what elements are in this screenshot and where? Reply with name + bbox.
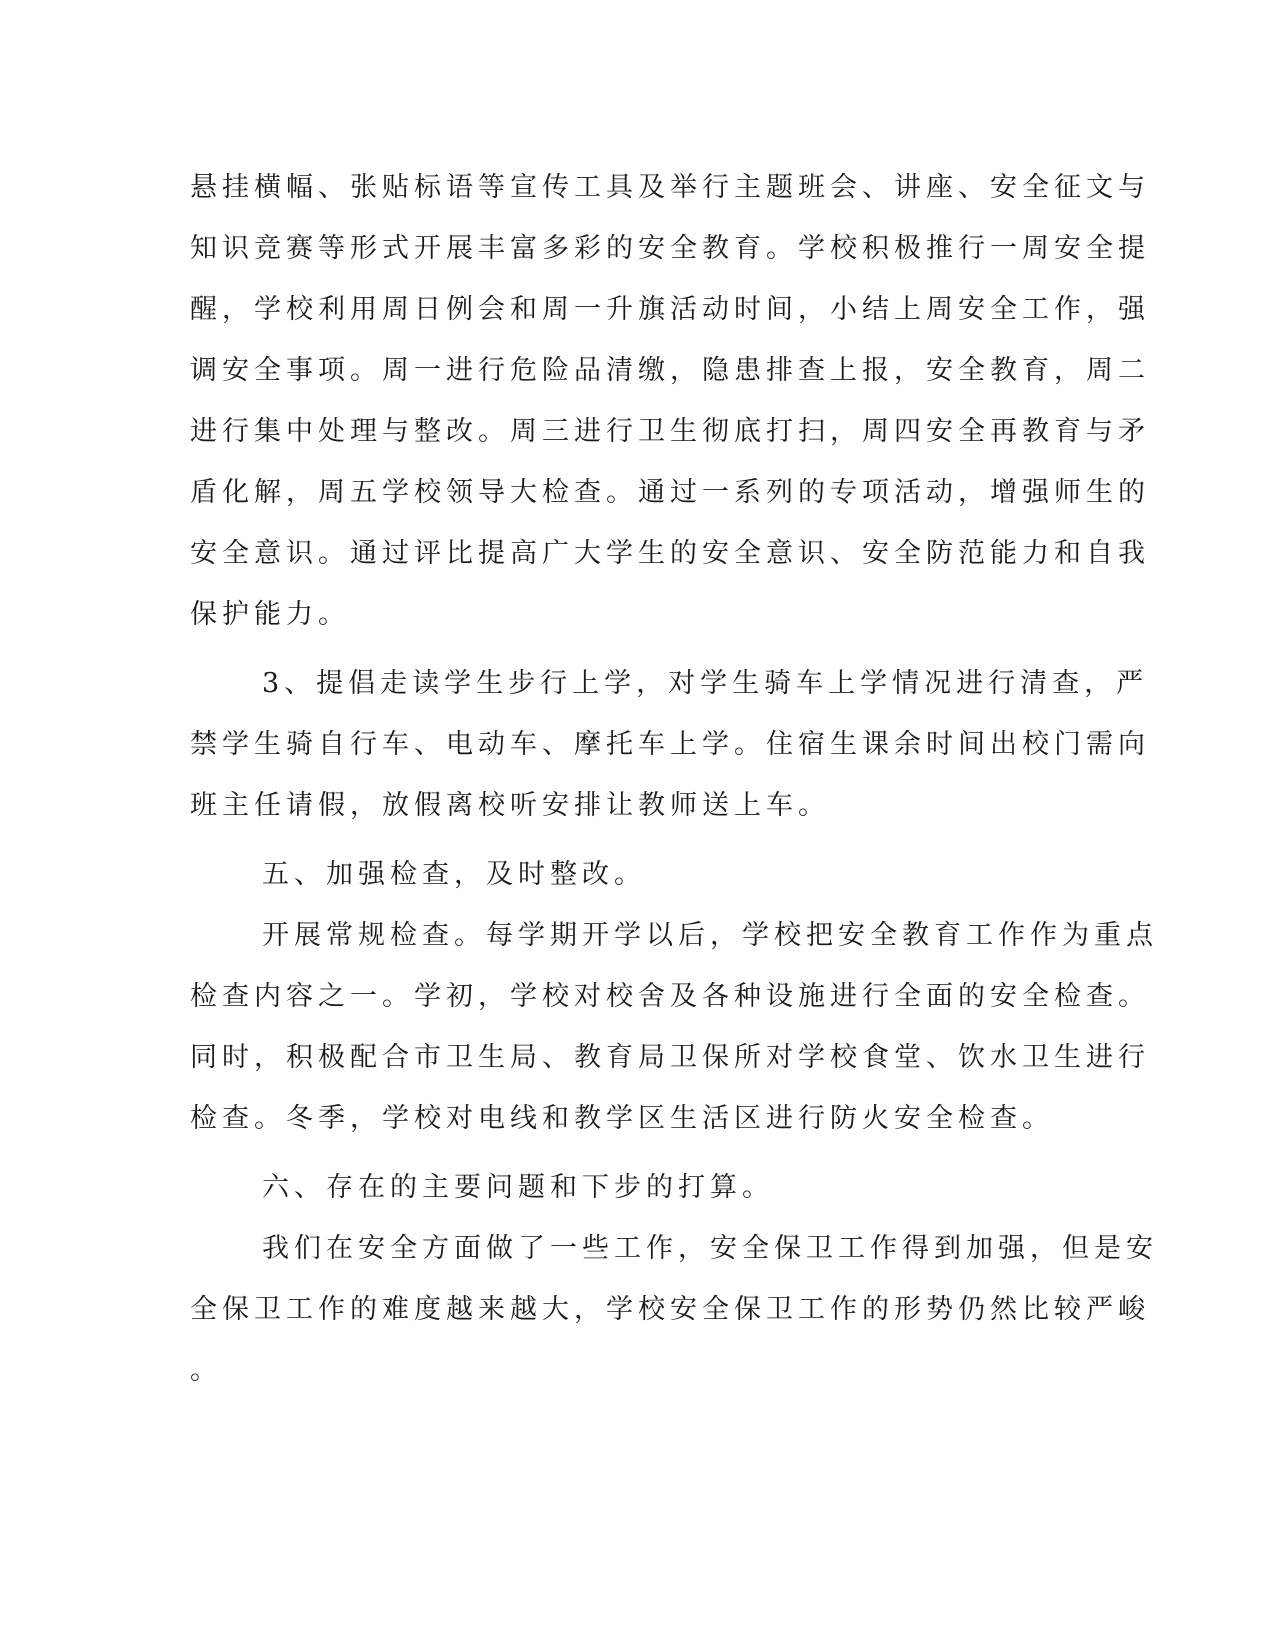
paragraph-start: 我们在安全方面做了一些工作，安全保卫工作得到加强，但是安: [262, 1233, 1158, 1264]
text-line: 全保卫工作的难度越来越大，学校安全保卫工作的形势仍然比较严峻: [190, 1294, 1150, 1325]
text-line: 盾化解，周五学校领导大检查。通过一系列的专项活动，增强师生的: [190, 477, 1150, 508]
text-line: 。: [190, 1355, 222, 1386]
text-line: 班主任请假，放假离校听安排让教师送上车。: [190, 790, 830, 821]
text-line: 禁学生骑自行车、电动车、摩托车上学。住宿生课余时间出校门需向: [190, 729, 1150, 760]
paragraph-item-3: 3、提倡走读学生步行上学，对学生骑车上学情况进行清查，严: [262, 668, 1149, 699]
text-line: 安全意识。通过评比提高广大学生的安全意识、安全防范能力和自我: [190, 538, 1150, 569]
text-line: 进行集中处理与整改。周三进行卫生彻底打扫，周四安全再教育与矛: [190, 416, 1150, 447]
paragraph-start: 开展常规检查。每学期开学以后，学校把安全教育工作作为重点: [262, 920, 1158, 951]
text-line: 同时，积极配合市卫生局、教育局卫保所对学校食堂、饮水卫生进行: [190, 1042, 1150, 1073]
section-heading-6: 六、存在的主要问题和下步的打算。: [262, 1172, 774, 1203]
text-line: 醒，学校利用周日例会和周一升旗活动时间，小结上周安全工作，强: [190, 294, 1150, 325]
section-heading-5: 五、加强检查，及时整改。: [262, 859, 646, 890]
text-line: 调安全事项。周一进行危险品清缴，隐患排查上报，安全教育，周二: [190, 355, 1150, 386]
text-line: 悬挂横幅、张贴标语等宣传工具及举行主题班会、讲座、安全征文与: [190, 172, 1150, 203]
text-line: 知识竞赛等形式开展丰富多彩的安全教育。学校积极推行一周安全提: [190, 233, 1150, 264]
text-line: 检查内容之一。学初，学校对校舍及各种设施进行全面的安全检查。: [190, 981, 1150, 1012]
text-line: 检查。冬季，学校对电线和教学区生活区进行防火安全检查。: [190, 1103, 1054, 1134]
text-line: 保护能力。: [190, 599, 350, 630]
